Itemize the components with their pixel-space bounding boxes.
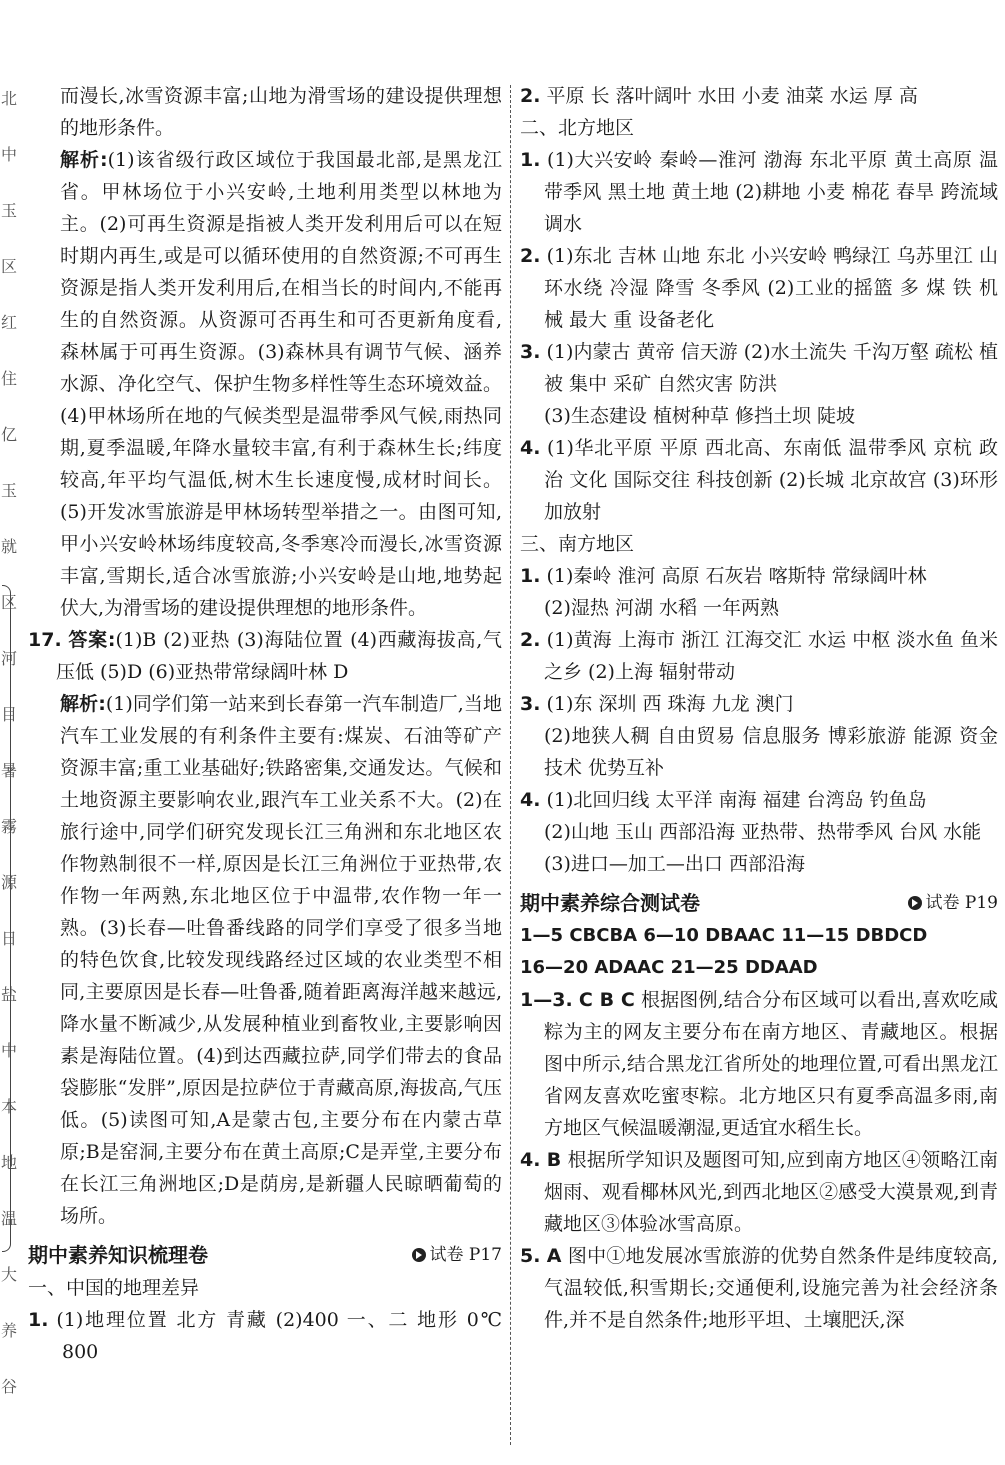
paper-ref-text: 试卷 P17 — [429, 1245, 502, 1265]
section-title: 期中素养知识梳理卷 — [28, 1243, 208, 1267]
list-item — [520, 1144, 998, 1240]
explanation-text: (1)该省级行政区域位于我国最北部,是黑龙江省。甲林场位于小兴安岭,土地利用类型以林地为主。(2)可再生资源是指被人类开发利用后可以在短时期内再生,或是可以循环使用的自然资源;不可再生资源是指人类开发利用后,在相当长的时间内,不能再生的自然资源。从资源可否再生和可否更新角度看,森林属于可再生资源。(3)森林具有调节气候、涵养水源、净化空气、保护生物多样性等生态环境效益。(4)甲林场所在地的气候类型是温带季风气候,雨热同期,夏季温暖,年降水量较丰富,有利于森林生长;纬度较高,年平均气温低,树木生长速度慢,成材时间长。(5)开发冰雪旅游是甲林场转型举措之一。由图可知,甲小兴安岭林场纬度较高,冬季寒冷而漫长,冰雪资源丰富,雪期长,适合冰雪旅游;小兴安岭是山地,地势起伏大,为滑雪场的建设提供理想的地形条件。 — [60, 149, 502, 619]
arrow-circle-icon — [412, 1248, 426, 1262]
margin-char: 大 — [0, 1265, 17, 1284]
subsection-heading: 二、北方地区 — [520, 117, 635, 139]
answer-text: (1)北回归线 太平洋 南海 福建 台湾岛 钓鱼岛 — [546, 789, 927, 811]
margin-char: 北 — [0, 89, 17, 108]
explanation-text: 根据所学知识及题图可知,应到南方地区④领略江南烟雨、观看椰林风光,到西北地区②感受大漠景观,到青藏地区③体验冰雪高原。 — [544, 1149, 998, 1235]
list-subitem: (2)山地 玉山 西部沿海 亚热带、热带季风 台风 水能 — [544, 821, 982, 843]
margin-char: 暑 — [0, 761, 17, 780]
margin-char: 区 — [0, 593, 17, 612]
q17-answer — [28, 624, 502, 688]
list-item — [28, 1304, 502, 1368]
paper-ref — [412, 1238, 502, 1272]
list-subitem: (2)湿热 河湖 水稻 一年两熟 — [544, 597, 780, 619]
list-item — [520, 984, 998, 1144]
list-item — [520, 624, 998, 688]
section-header — [520, 886, 998, 920]
question-number: 17. — [28, 629, 62, 651]
list-subitem: (3)生态建设 植树种草 修挡土坝 陡坡 — [544, 405, 856, 427]
section-title: 期中素养综合测试卷 — [520, 891, 700, 915]
explanation-text: 根据图例,结合分布区域可以看出,喜欢吃咸粽为主的网友主要分布在南方地区、青藏地区。根据图中所示,结合黑龙江省所处的地理位置,可看出黑龙江省网友喜欢吃蜜枣粽。北方地区只有夏季高温多雨,南方地区气候温暖潮湿,更适宜水稻生长。 — [544, 989, 998, 1139]
list-item — [520, 336, 998, 400]
answer-text: (1)华北平原 平原 西北高、东南低 温带季风 京杭 政治 文化 国际交往 科技创新 (2)长城 北京故宫 — [544, 437, 998, 491]
list-item — [520, 240, 998, 336]
list-subitem: (3)进口—加工—出口 西部沿海 — [544, 853, 805, 875]
margin-char: 住 — [0, 369, 17, 388]
margin-char: 地 — [0, 1153, 17, 1172]
margin-char: 区 — [0, 257, 17, 276]
margin-char: 源 — [0, 873, 17, 892]
question-number: 2. — [520, 85, 541, 107]
answer-text: (1)内蒙古 黄帝 信天游 (2)水土流失 千沟万壑 疏松 植被 集中 采矿 自然灾害 防洪 — [544, 341, 998, 395]
question-number: 1. — [520, 565, 541, 587]
margin-char: 温 — [0, 1209, 17, 1228]
question-number: 4. — [520, 789, 541, 811]
list-item — [520, 80, 998, 112]
answer-text-extra: (3)环形加放射 — [544, 469, 998, 523]
question-number: 2. — [520, 629, 541, 651]
question-number: 3. — [520, 693, 541, 715]
paper-ref-text: 试卷 P19 — [925, 893, 998, 913]
answer-label: 答案: — [68, 629, 116, 651]
question-number: 4. — [520, 1149, 541, 1171]
explanation-label: 解析: — [60, 149, 108, 171]
q16-explanation — [28, 144, 502, 624]
margin-char: 日 — [0, 929, 17, 948]
list-item — [520, 144, 998, 240]
margin-char: 养 — [0, 1321, 17, 1340]
margin-char: 玉 — [0, 201, 17, 220]
question-number: 2. — [520, 245, 541, 267]
q17-explanation — [28, 688, 502, 1232]
question-number: 1—3. — [520, 989, 573, 1011]
answer-text: (1)东 深圳 西 珠海 九龙 澳门 — [546, 693, 794, 715]
column-divider — [510, 85, 511, 1445]
list-item — [520, 784, 998, 816]
q16-continuation: 而漫长,冰雪资源丰富;山地为滑雪场的建设提供理想的地形条件。 — [60, 85, 502, 139]
list-item — [520, 688, 998, 720]
answer-key-line: 16—20 ADAAC 21—25 DDAAD — [520, 957, 818, 978]
answer-text: (1)地理位置 北方 青藏 (2)400 一、二 地形 0℃ 800 — [56, 1309, 502, 1363]
margin-char: 中 — [0, 1041, 17, 1060]
explanation-text: 图中①地发展冰雪旅游的优势自然条件是纬度较高,气温较低,积雪期长;交通便利,设施完善为社会经济条件,并不是自然条件;地形平坦、土壤肥沃,深 — [544, 1245, 998, 1331]
list-subitem: (2)地狭人稠 自由贸易 信息服务 博彩旅游 能源 资金 技术 优势互补 — [544, 725, 998, 779]
question-number: 5. — [520, 1245, 541, 1267]
list-item — [520, 560, 998, 592]
explanation-text: (1)同学们第一站来到长春第一汽车制造厂,当地汽车工业发展的有利条件主要有:煤炭、石油等矿产资源丰富;重工业基础好;铁路密集,交通发达。气候和土地资源主要影响农业,跟汽车工业关系不大。(2)在旅行途中,同学们研究发现长江三角洲和东北地区农作物熟制很不一样,原因是长江三角洲位于亚热带,农作物一年两熟,东北地区位于中温带,农作物一年一熟。(3)长春—吐鲁番线路的同学们享受了很多当地的特色饮食,比较发现线路经过区域的农业类型不相同,主要原因是长春—吐鲁番,随着距离海洋越来越远,降水量不断减少,从发展种植业到畜牧业,主要影响因素是海陆位置。(4)到达西藏拉萨,同学们带去的食品袋膨胀“发胖”,原因是拉萨位于青藏高原,海拔高,气压低。(5)读图可知,A是蒙古包,主要分布在内蒙古草原;B是窑洞,主要分布在黄土高原;C是弄堂,主要分布在长江三角洲地区;D是荫房,是新疆人民晾晒葡萄的场所。 — [60, 693, 502, 1227]
left-column — [28, 80, 502, 1368]
answer-key-line: 1—5 CBCBA 6—10 DBAAC 11—15 DBDCD — [520, 925, 928, 946]
margin-char: 谷 — [0, 1377, 17, 1396]
subsection-heading: 三、南方地区 — [520, 533, 635, 555]
answer-text: (1)黄海 上海市 浙江 江海交汇 水运 中枢 淡水鱼 鱼米之乡 (2)上海 辐射带动 — [544, 629, 998, 683]
arrow-circle-icon — [908, 896, 922, 910]
list-item — [520, 1240, 998, 1336]
section-header — [28, 1238, 502, 1272]
paper-ref — [908, 886, 998, 920]
question-number: 3. — [520, 341, 541, 363]
choice-answers: A — [546, 1245, 562, 1267]
answer-text: 平原 长 落叶阔叶 水田 小麦 油菜 水运 厚 高 — [546, 85, 918, 107]
choice-answers: C B C — [578, 989, 635, 1011]
right-column — [520, 80, 998, 1336]
margin-char: 就 — [0, 537, 17, 556]
margin-char: 霧 — [0, 817, 17, 836]
margin-char: 玉 — [0, 481, 17, 500]
margin-char: 亿 — [0, 425, 17, 444]
margin-char: 盐 — [0, 985, 17, 1004]
answer-text: (1)东北 吉林 山地 东北 小兴安岭 鸭绿江 乌苏里江 山环水绕 冷湿 降雪 冬季风 (2)工业的摇篮 多 煤 铁 机械 最大 重 设备老化 — [544, 245, 998, 331]
list-item — [520, 432, 998, 528]
answer-text: (1)秦岭 淮河 高原 石灰岩 喀斯特 常绿阔叶林 — [546, 565, 927, 587]
question-number: 4. — [520, 437, 541, 459]
margin-bracket — [2, 585, 11, 1252]
question-number: 1. — [520, 149, 541, 171]
margin-char: 中 — [0, 145, 17, 164]
margin-char: 红 — [0, 313, 17, 332]
question-number: 1. — [28, 1309, 49, 1331]
margin-char: 河 — [0, 649, 17, 668]
answer-text: (1)B (2)亚热 (3)海陆位置 (4)西藏海拔高,气压低 (5)D (6)亚热带常绿阔叶林 D — [56, 629, 502, 683]
explanation-label: 解析: — [60, 693, 106, 715]
choice-answers: B — [546, 1149, 562, 1171]
margin-char: 目 — [0, 705, 17, 724]
subsection-heading: 一、中国的地理差异 — [28, 1277, 200, 1299]
answer-text: (1)大兴安岭 秦岭—淮河 渤海 东北平原 黄土高原 温带季风 黑土地 黄土地 (2)耕地 小麦 棉花 春旱 跨流域调水 — [544, 149, 998, 235]
margin-char: 本 — [0, 1097, 17, 1116]
